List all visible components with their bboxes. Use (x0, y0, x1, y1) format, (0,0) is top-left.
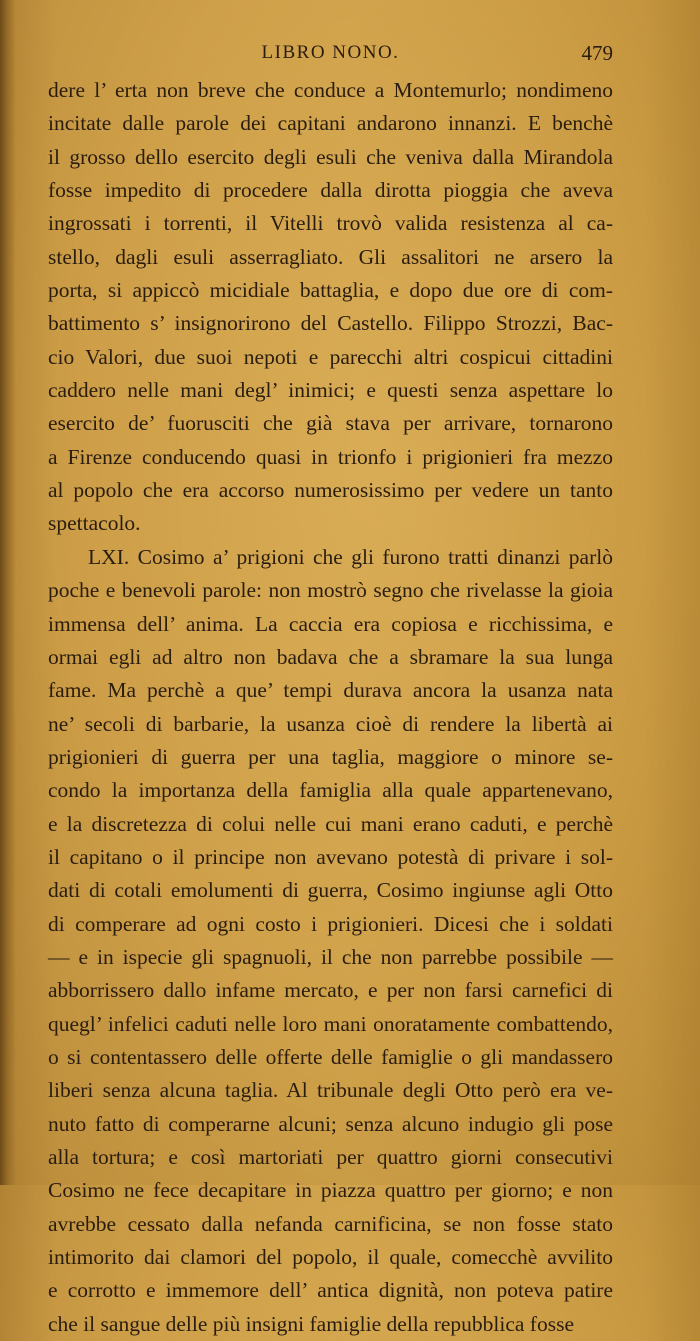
text-line: e la discretezza di colui nelle cui mani erano caduti, e perchè (48, 811, 613, 836)
text-line: Cosimo ne fece decapitare in piazza quattro per giorno; e non (48, 1178, 613, 1203)
text-line: fame. Ma perchè a que’ tempi durava ancora la usanza nata (48, 678, 613, 703)
text-line: stello, dagli esuli asserragliato. Gli assalitori ne arsero la (48, 244, 613, 269)
text-line: il capitano o il principe non avevano potestà di privare i sol- (48, 844, 613, 869)
text-line: quegl’ infelici caduti nelle loro mani onoratamente combattendo, (48, 1011, 613, 1036)
text-line: battimento s’ insignorirono del Castello. Filippo Strozzi, Bac- (48, 311, 613, 336)
text-line: incitate dalle parole dei capitani andarono innanzi. E benchè (48, 111, 613, 136)
text-line: immensa dell’ anima. La caccia era copiosa e ricchissima, e (48, 611, 613, 636)
text-line: intimorito dai clamori del popolo, il quale, comecchè avvilito (48, 1245, 613, 1270)
text-line: avrebbe cessato dalla nefanda carnificina, se non fosse stato (48, 1211, 613, 1236)
text-line: LXI. Cosimo a’ prigioni che gli furono tratti dinanzi parlò (88, 544, 613, 569)
text-line: abborrissero dallo infame mercato, e per non farsi carnefici di (48, 978, 613, 1003)
text-line: e corrotto e immemore dell’ antica dignità, non poteva patire (48, 1278, 613, 1303)
text-line: liberi senza alcuna taglia. Al tribunale degli Otto però era ve- (48, 1078, 613, 1103)
paragraph (48, 74, 613, 541)
page-number: 479 (581, 41, 613, 65)
text-line: al popolo che era accorso numerosissimo per vedere un tanto (48, 478, 613, 503)
text-line: condo la importanza della famiglia alla quale appartenevano, (48, 778, 613, 803)
text-line: di comperare ad ogni costo i prigionieri. Dicesi che i soldati (48, 911, 613, 936)
text-line: o si contentassero delle offerte delle famiglie o gli mandassero (48, 1044, 613, 1069)
book-spine-shadow (0, 0, 16, 1185)
text-line: poche e benevoli parole: non mostrò segno che rivelasse la gioia (48, 578, 613, 603)
running-head (48, 38, 613, 68)
text-line: ormai egli ad altro non badava che a sbramare la sua lunga (48, 644, 613, 669)
text-line: esercito de’ fuorusciti che già stava per arrivare, tornarono (48, 411, 613, 436)
paragraph (48, 541, 613, 1341)
text-line: — e in ispecie gli spagnuoli, il che non parrebbe possibile — (48, 944, 613, 969)
text-line: ingrossati i torrenti, il Vitelli trovò valida resistenza al ca- (48, 211, 613, 236)
text-line: che il sangue delle più insigni famiglie della repubblica fosse (48, 1311, 574, 1336)
text-line: prigionieri di guerra per una taglia, maggiore o minore se- (48, 744, 613, 769)
text-line: dati di cotali emolumenti di guerra, Cosimo ingiunse agli Otto (48, 878, 613, 903)
text-line: ne’ secoli di barbarie, la usanza cioè di rendere la libertà ai (48, 711, 613, 736)
text-line: fosse impedito di procedere dalla dirotta pioggia che aveva (48, 178, 613, 203)
text-line: a Firenze conducendo quasi in trionfo i prigionieri fra mezzo (48, 444, 613, 469)
text-line: il grosso dello esercito degli esuli che veniva dalla Mirandola (48, 144, 613, 169)
running-title: LIBRO NONO. (261, 42, 400, 63)
text-line: spettacolo. (48, 511, 141, 536)
text-line: alla tortura; e così martoriati per quattro giorni consecutivi (48, 1145, 613, 1169)
text-line: cio Valori, due suoi nepoti e parecchi altri cospicui cittadini (48, 344, 613, 369)
text-line: porta, si appiccò micidiale battaglia, e dopo due ore di com- (48, 278, 613, 303)
text-line: nuto fatto di comperarne alcuni; senza alcuno indugio gli pose (48, 1111, 613, 1136)
text-line: caddero nelle mani degl’ inimici; e questi senza aspettare lo (48, 378, 613, 403)
text-line: dere l’ erta non breve che conduce a Montemurlo; nondimeno (48, 78, 613, 102)
body-text (48, 74, 613, 1341)
